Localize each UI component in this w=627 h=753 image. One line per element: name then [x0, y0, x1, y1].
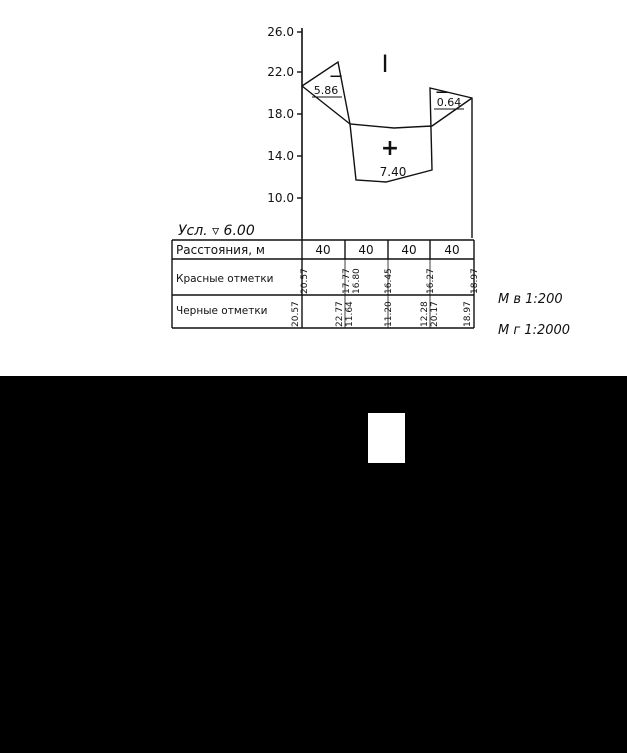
- red-mark: 17.77: [342, 268, 352, 294]
- black-marks-row-header: Черные отметки: [176, 305, 268, 317]
- red-mark: 18.97: [470, 268, 480, 294]
- vertical-scale-label: М в 1:200: [498, 292, 563, 307]
- cut-region-sign: +: [380, 136, 400, 161]
- distance-value: 40: [315, 243, 331, 257]
- distance-row-header: Расстояния, м: [176, 243, 265, 257]
- white-block: [368, 413, 405, 463]
- black-mark: 12.28: [420, 301, 430, 327]
- black-region: [0, 376, 627, 753]
- black-mark: 11.20: [384, 301, 394, 327]
- black-mark: 22.77: [335, 301, 345, 327]
- fill-region-sign: −: [434, 82, 450, 103]
- black-mark: 20.57: [291, 301, 301, 327]
- y-tick-label: 10.0: [267, 191, 294, 205]
- earthwork-profile-diagram: [0, 0, 627, 376]
- red-mark: 16.80: [352, 268, 362, 294]
- black-mark: 11.64: [345, 301, 355, 327]
- distance-value: 40: [358, 243, 374, 257]
- red-mark: 16.45: [384, 268, 394, 294]
- fill-region-value: 5.86: [313, 84, 339, 97]
- datum-label: Усл. ▿ 6.00: [178, 223, 255, 239]
- fill-region-value: 0.64: [436, 96, 462, 109]
- red-mark: 16.27: [426, 268, 436, 294]
- red-marks-row-header: Красные отметки: [176, 273, 274, 285]
- cut-region-value: 7.40: [379, 165, 407, 179]
- distance-value: 40: [444, 243, 460, 257]
- black-mark: 20.17: [430, 301, 440, 327]
- red-marks: [300, 268, 480, 294]
- horizontal-scale-label: М г 1:2000: [498, 323, 571, 338]
- y-tick-label: 18.0: [267, 107, 294, 121]
- y-tick-label: 26.0: [267, 25, 294, 39]
- cross-section-numeral: I: [381, 50, 389, 78]
- black-marks: [291, 301, 473, 327]
- y-tick-label: 14.0: [267, 149, 294, 163]
- distance-value: 40: [401, 243, 417, 257]
- y-tick-label: 22.0: [267, 65, 294, 79]
- red-mark: 20.57: [300, 268, 310, 294]
- black-mark: 18.97: [463, 301, 473, 327]
- fill-region-sign: −: [328, 66, 344, 87]
